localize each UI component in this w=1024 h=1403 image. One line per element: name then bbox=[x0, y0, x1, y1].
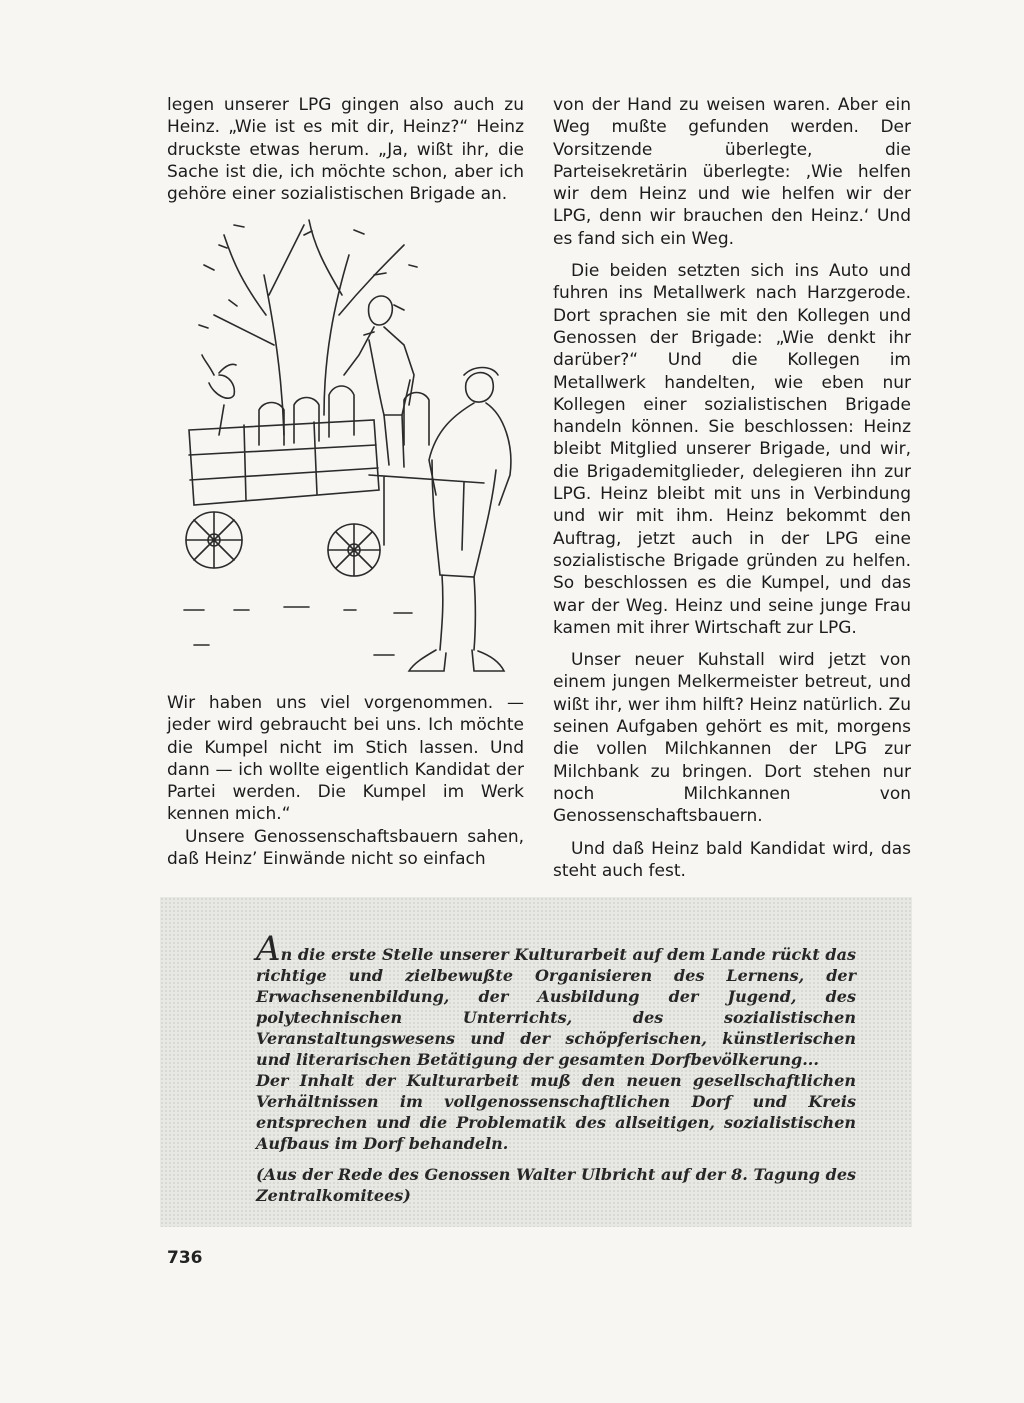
dropcap: A bbox=[256, 929, 281, 969]
paragraph: Die beiden setzten sich ins Auto und fuhren ins Metallwerk nach Harzgerode. Dort sprachen sie mit den Kollegen und Genossen der Brigade: „Wie denkt ihr darüber?“ Und die Kollegen im Metallwerk handelten, wie eben nur Kollegen einer sozialistischen Brigade handeln können. Sie beschlossen: Heinz bleibt Mitglied unserer Brigade, und wir, die Brigademitglieder, delegieren ihn zur LPG. Heinz bleibt mit uns in Verbindung und wir mit ihm. Heinz bekommt den Auftrag, jetzt auch in der LPG eine sozialistische Brigade gründen zu helfen. So beschlossen es die Kumpel, und das war der Weg. Heinz und seine junge Frau kamen mit ihrer Wirtschaft zur LPG. bbox=[553, 261, 911, 638]
paragraph: legen unserer LPG gingen also auch zu Heinz. „Wie ist es mit dir, Heinz?“ Heinz druckste etwas herum. „Ja, wißt ihr, die Sache ist die, ich möchte schon, aber ich gehöre einer sozialistischen Brigade an. bbox=[167, 95, 524, 205]
page-number: 736 bbox=[167, 1248, 203, 1268]
paragraph: von der Hand zu weisen waren. Aber ein Weg mußte gefunden werden. Der Vorsitzende überlegte, die Parteisekretärin überlegte: ‚Wie helfen wir dem Heinz und wie helfen wir der LPG, denn wir brauchen den Heinz.‘ Und es fand sich ein Weg. bbox=[553, 95, 911, 249]
quote-text bbox=[256, 929, 856, 1206]
illustration-milk-cart bbox=[174, 205, 524, 683]
left-column-bottom bbox=[167, 692, 524, 870]
left-column-top bbox=[167, 94, 524, 205]
paragraph: Unser neuer Kuhstall wird jetzt von einem jungen Melkermeister betreut, und wißt ihr, wer ihm hilft? Heinz natürlich. Zu seinen Aufgaben gehört es mit, morgens die vollen Milchkannen der LPG zur Milchbank zu bringen. Dort stehen nur noch Milchkannen von Genossenschaftsbauern. bbox=[553, 650, 911, 827]
paragraph: Und daß Heinz bald Kandidat wird, das steht auch fest. bbox=[553, 838, 911, 881]
quote-box bbox=[160, 897, 912, 1227]
quote-paragraph bbox=[256, 929, 856, 1070]
quote-paragraph: Der Inhalt der Kulturarbeit muß den neuen gesellschaftlichen Verhältnissen im vollgenossenschaftlichen Dorf und Kreis entsprechen und die Problematik des allseitigen, sozialistischen Aufbaus im Dorf behandeln. bbox=[256, 1071, 856, 1153]
paragraph: Wir haben uns viel vorgenommen. — jeder wird gebraucht bei uns. Ich möchte die Kumpel nicht im Stich lassen. Und dann — ich wollte eigentlich Kandidat der Partei werden. Die Kumpel im Werk kennen mich.“ bbox=[167, 693, 524, 825]
quote-paragraph-text: n die erste Stelle unserer Kulturarbeit auf dem Lande rückt das richtige und zielbewußte Organisieren des Lernens, der Erwachsenenbildung, der Ausbildung der Jugend, des polytechnischen Unterrichts, des sozialistischen Veranstaltungswesens und der schöpferischen, künstlerischen und literarischen Betätigung der gesamten Dorfbevölkerung... bbox=[256, 945, 856, 1069]
paragraph: Unsere Genossenschaftsbauern sahen, daß Heinz’ Einwände nicht so einfach bbox=[167, 826, 524, 870]
quote-source: (Aus der Rede des Genossen Walter Ulbricht auf der 8. Tagung des Zentralkomitees) bbox=[256, 1165, 856, 1205]
right-column bbox=[553, 94, 911, 882]
